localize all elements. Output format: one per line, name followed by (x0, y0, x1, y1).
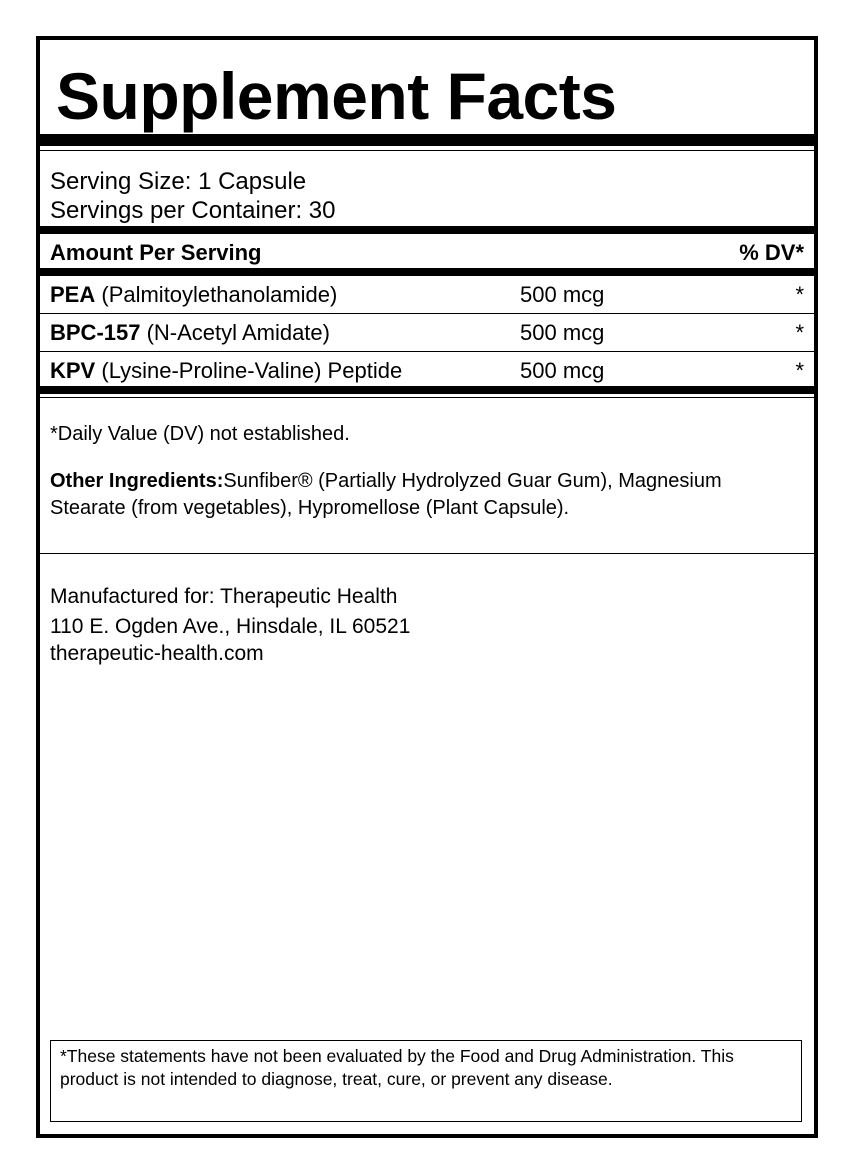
thin-divider (40, 397, 814, 398)
ingredient-amount: 500 mcg (520, 358, 605, 383)
amount-header (50, 240, 804, 266)
ingredient-row (40, 276, 814, 313)
amount-per-serving-label: Amount Per Serving (50, 240, 262, 265)
manufacturer-website: therapeutic-health.com (50, 642, 264, 665)
manufacturer-address: 110 E. Ogden Ave., Hinsdale, IL 60521 (50, 615, 411, 638)
ingredient-row (40, 352, 814, 389)
dv-header-label: % DV* (739, 240, 804, 265)
ingredient-row (40, 314, 814, 351)
thick-divider (40, 134, 814, 146)
ingredient-amount: 500 mcg (520, 282, 605, 307)
ingredient-name: PEA (Palmitoylethanolamide) (50, 282, 338, 307)
thick-divider (40, 226, 814, 234)
other-ingredients-text: Sunfiber® (Partially Hydrolyzed Guar Gum), Magnesium Stearate (from vegetables), Hypromellose (Plant Capsule). (50, 470, 722, 519)
fda-disclaimer: *These statements have not been evaluated by the Food and Drug Administration. This product is not intended to diagnose, treat, cure, or prevent any disease. (50, 1040, 802, 1122)
thick-divider (40, 268, 814, 276)
dv-footnote: *Daily Value (DV) not established. (50, 423, 350, 445)
other-ingredients-label: Other Ingredients: (50, 470, 224, 492)
thin-divider (40, 150, 814, 151)
ingredient-dv: * (795, 358, 804, 383)
ingredient-name: KPV (Lysine-Proline-Valine) Peptide (50, 358, 403, 383)
thick-divider (40, 386, 814, 394)
panel-title: Supplement Facts (56, 59, 617, 133)
ingredient-dv: * (795, 320, 804, 345)
servings-per-container: Servings per Container: 30 (50, 197, 336, 224)
section-divider (40, 553, 814, 554)
serving-size: Serving Size: 1 Capsule (50, 168, 307, 195)
ingredient-amount: 500 mcg (520, 320, 605, 345)
ingredient-dv: * (795, 282, 804, 307)
supplement-facts-panel (36, 36, 818, 1138)
other-ingredients (50, 468, 794, 522)
manufacturer-name: Manufactured for: Therapeutic Health (50, 585, 398, 608)
ingredient-name: BPC-157 (N-Acetyl Amidate) (50, 320, 330, 345)
